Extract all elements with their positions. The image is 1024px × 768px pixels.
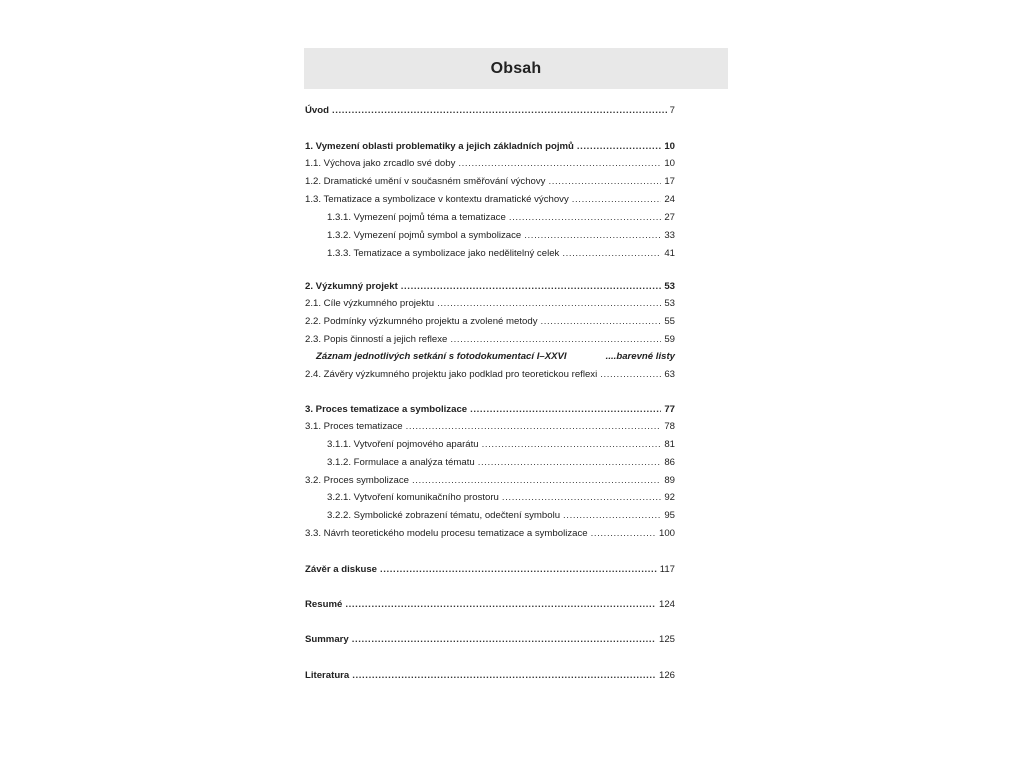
toc-entry-1-3 [305,194,675,206]
toc-label: 2. Výzkumný projekt [305,281,398,292]
toc-label: 2.1. Cíle výzkumného projektu [305,298,435,309]
toc-page: 117 [659,564,675,575]
toc-label: 2.2. Podmínky výzkumného projektu a zvolené metody [305,316,538,327]
toc-entry-2-2 [305,316,675,328]
toc-label: 3.1.1. Vytvoření pojmového aparátu [327,439,479,450]
toc-entry-1-3-3 [327,248,675,260]
toc-leader [478,457,662,469]
toc-entry-chapter-2 [305,281,675,293]
toc-leader [345,599,656,611]
toc-entry-3-1 [305,421,675,433]
toc-entry-1-2 [305,176,675,188]
toc-label: Resumé [305,599,343,610]
toc-label: Záznam jednotlivých setkání s fotodokumentací I–XXVI [316,351,567,362]
toc-label: 1.3.2. Vymezení pojmů symbol a symbolizace [327,230,522,241]
toc-label: 1.3.1. Vymezení pojmů téma a tematizace [327,212,506,223]
toc-label: 1.3.3. Tematizace a symbolizace jako nedělitelný celek [327,248,560,259]
toc-page: 77 [664,404,675,415]
toc-page: 10 [664,141,675,152]
toc-leader [450,334,661,346]
toc-label: Úvod [305,105,329,116]
toc-entry-1-3-1 [327,212,675,224]
toc-page: 7 [669,105,675,116]
toc-entry-summary [305,634,675,646]
toc-page: 53 [664,281,675,292]
toc-page: 78 [664,421,675,432]
toc-page: 126 [658,670,675,681]
toc-page: 92 [664,492,675,503]
toc-page: 27 [664,212,675,223]
toc-entry-2-3 [305,334,675,346]
toc-entry-intro [305,105,675,117]
toc-label: 3.3. Návrh teoretického modelu procesu tematizace a symbolizace [305,528,588,539]
toc-label: Literatura [305,670,350,681]
toc-leader [332,105,667,117]
toc-leader [502,492,661,504]
toc-entry-3-2-2 [327,510,675,522]
toc-entry-literature [305,670,675,682]
toc-leader [572,194,662,206]
toc-entry-record [316,351,675,363]
toc-leader [482,439,662,451]
toc-leader [541,316,662,328]
toc-label: 3.1. Proces tematizace [305,421,403,432]
toc-leader [401,281,662,293]
toc-page: 59 [664,334,675,345]
toc-label: 1. Vymezení oblasti problematiky a jejich základních pojmů [305,141,574,152]
toc-entry-2-1 [305,298,675,310]
toc-leader [412,475,661,487]
toc-label: 3.2. Proces symbolizace [305,475,409,486]
toc-page: 125 [658,634,675,645]
toc-entry-3-2 [305,475,675,487]
toc-leader [600,369,661,381]
toc-label: 2.3. Popis činností a jejich reflexe [305,334,448,345]
toc-label: 3.2.1. Vytvoření komunikačního prostoru [327,492,499,503]
toc-leader [563,510,661,522]
toc-entry-chapter-1 [305,141,675,153]
toc-leader [591,528,656,540]
toc-page: 41 [664,248,675,259]
toc-label: Závěr a diskuse [305,564,377,575]
toc-entry-3-1-1 [327,439,675,451]
toc-page: 81 [664,439,675,450]
toc-label: Summary [305,634,349,645]
toc-leader [509,212,662,224]
toc-entry-3-1-2 [327,457,675,469]
toc-leader [577,141,661,153]
toc-entry-2-4 [305,369,675,381]
toc-label: 3.1.2. Formulace a analýza tématu [327,457,475,468]
toc-page: 124 [658,599,675,610]
toc-entry-1-3-2 [327,230,675,242]
toc-leader [548,176,661,188]
toc-page: 86 [664,457,675,468]
toc-leader [470,404,661,416]
toc-entry-resume [305,599,675,611]
toc-label: 1.2. Dramatické umění v současném směřování výchovy [305,176,546,187]
toc-page: 63 [664,369,675,380]
toc-leader [352,670,656,682]
toc-leader [352,634,656,646]
toc-leader [380,564,657,576]
toc-entry-1-1 [305,158,675,170]
toc-label: 2.4. Závěry výzkumného projektu jako podklad pro teoretickou reflexi [305,369,598,380]
toc-page: 33 [664,230,675,241]
toc-page: 24 [664,194,675,205]
toc-leader [524,230,661,242]
toc-page: ....barevné listy [605,351,675,362]
toc-leader [406,421,662,433]
toc-leader [437,298,661,310]
toc-label: 3. Proces tematizace a symbolizace [305,404,468,415]
toc-label: 3.2.2. Symbolické zobrazení tématu, odečtení symbolu [327,510,561,521]
toc-label: 1.3. Tematizace a symbolizace v kontextu dramatické výchovy [305,194,569,205]
toc-entry-3-3 [305,528,675,540]
toc-page: 95 [664,510,675,521]
toc-page: 10 [664,158,675,169]
toc-label: 1.1. Výchova jako zrcadlo své doby [305,158,456,169]
toc-page: 100 [658,528,675,539]
toc-entry-conclusion [305,564,675,576]
toc-page: 89 [664,475,675,486]
toc-entry-chapter-3 [305,404,675,416]
toc-entry-3-2-1 [327,492,675,504]
toc-page: 17 [664,176,675,187]
page-title: Obsah [490,59,542,77]
toc-page: 53 [664,298,675,309]
toc-leader [458,158,661,170]
toc-leader [562,248,661,260]
toc-page: 55 [664,316,675,327]
